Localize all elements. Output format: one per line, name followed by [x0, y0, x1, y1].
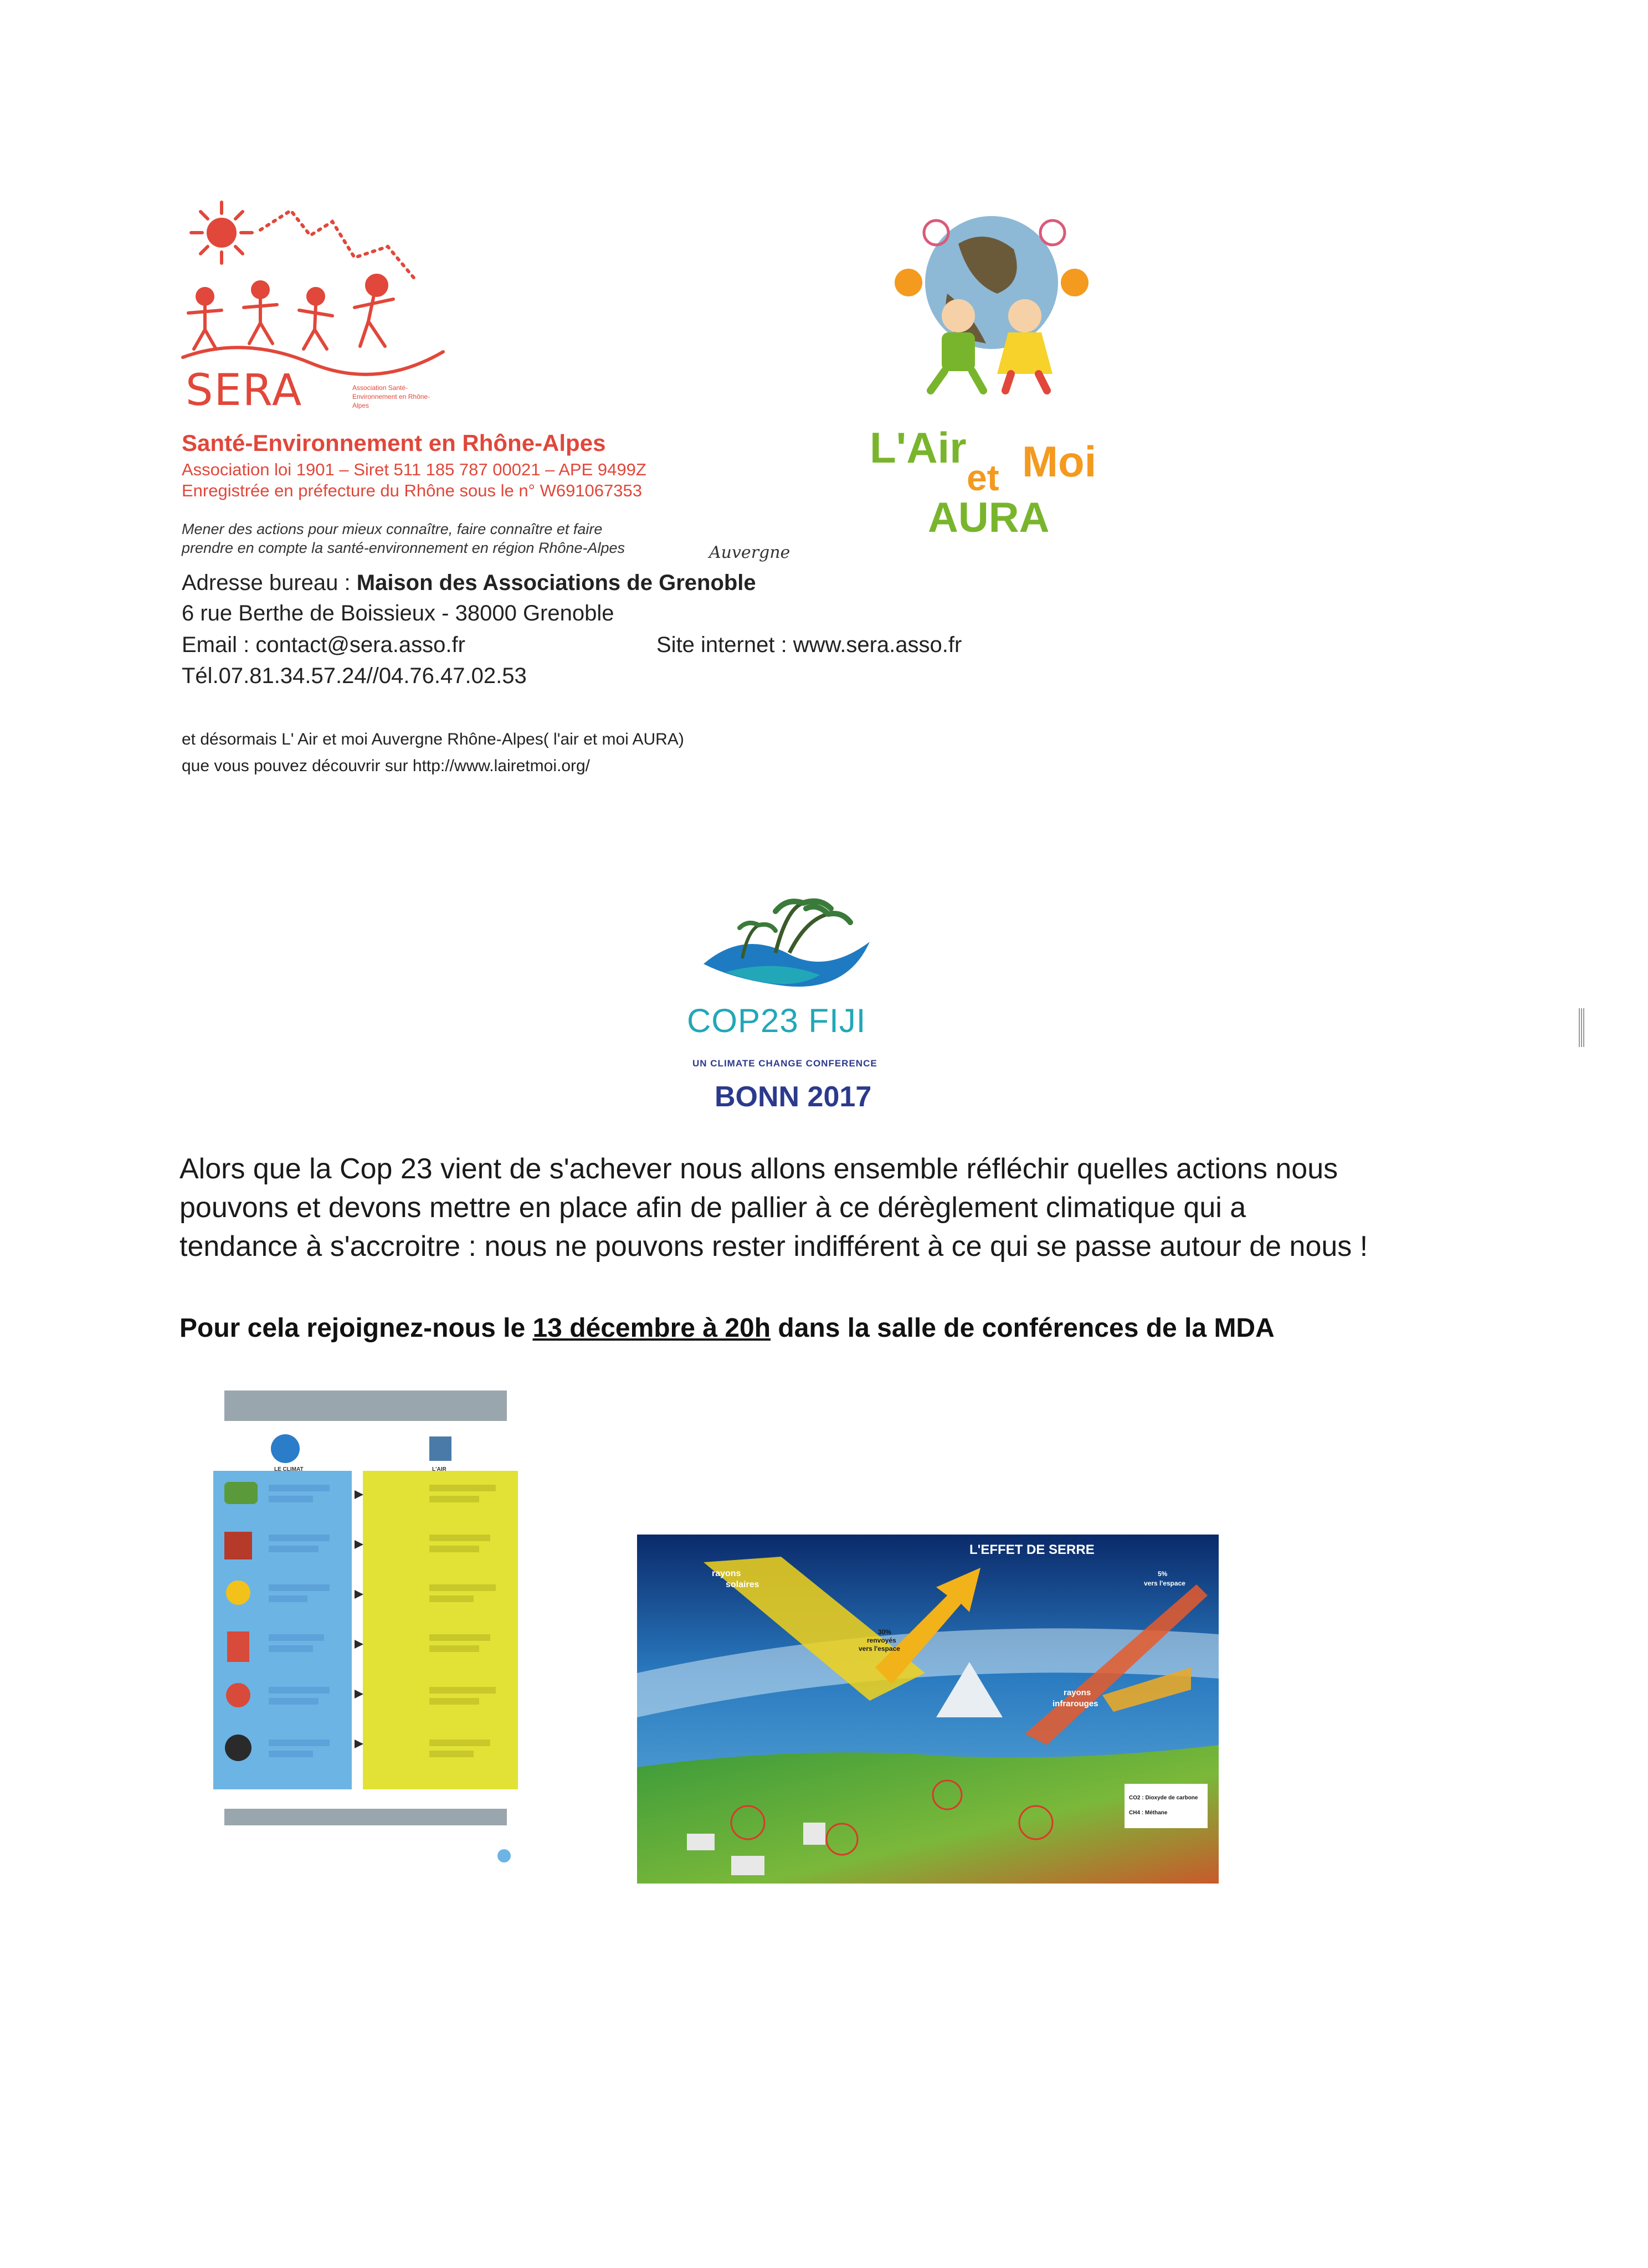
note-line-2[interactable]: que vous pouvez découvrir sur http://www.lairetmoi.org/	[182, 757, 591, 775]
cop23-logo	[692, 897, 881, 1008]
event-announcement	[179, 1313, 1275, 1343]
intro-paragraph	[179, 1150, 1454, 1266]
address-label: Adresse bureau :	[182, 571, 357, 595]
org-registration-line: Enregistrée en préfecture du Rhône sous le n° W691067353	[182, 481, 642, 500]
org-mission	[182, 520, 736, 557]
website-link[interactable]: Site internet : www.sera.asso.fr	[656, 633, 962, 657]
greenhouse-effect-image	[637, 1535, 1219, 1884]
serre-label-5: 5%	[1158, 1570, 1168, 1578]
mission-extra: Auvergne	[709, 543, 790, 562]
note-line-1: et désormais L' Air et moi Auvergne Rhône-Alpes( l'air et moi AURA)	[182, 730, 684, 748]
serre-label-30: 30%	[878, 1628, 892, 1636]
email-link[interactable]: Email : contact@sera.asso.fr	[182, 633, 465, 657]
address-place: Maison des Associations de Grenoble	[356, 571, 756, 595]
address-street: 6 rue Berthe de Boissieux - 38000 Grenoble	[182, 601, 614, 625]
globe-icon	[271, 1434, 300, 1463]
org-legal-line: Association loi 1901 – Siret 511 185 787 00021 – APE 9499Z	[182, 460, 646, 479]
serre-title: L'EFFET DE SERRE	[969, 1542, 1095, 1557]
cop23-place: BONN 2017	[715, 1081, 872, 1113]
mission-line-1: Mener des actions pour mieux connaître, faire connaître et faire	[182, 521, 603, 537]
event-prefix: Pour cela rejoignez-nous le	[179, 1313, 533, 1343]
paragraph-line-2: pouvons et devons mettre en place afin de pallier à ce dérèglement climatique qui a	[179, 1192, 1246, 1224]
lairetmoi-word-et: et	[967, 457, 999, 498]
serre-label-vers: vers l'espace	[859, 1645, 900, 1653]
phone-numbers: Tél.07.81.34.57.24//04.76.47.02.53	[182, 664, 527, 688]
org-title: Santé-Environnement en Rhône-Alpes	[182, 430, 606, 456]
serre-label-rayons: rayons	[712, 1569, 741, 1578]
serre-label-infra1: rayons	[1064, 1688, 1091, 1697]
lairetmoi-logo	[875, 199, 1108, 399]
lairetmoi-word-aura: AURA	[928, 494, 1050, 541]
infographic-col-climat: LE CLIMAT	[274, 1466, 304, 1472]
cop23-subtitle: UN CLIMATE CHANGE CONFERENCE	[692, 1058, 877, 1069]
climate-infographic	[197, 1360, 535, 1870]
infographic-col-air: L'AIR	[432, 1466, 446, 1472]
event-suffix: dans la salle de conférences de la MDA	[771, 1313, 1275, 1343]
serre-label-infra2: infrarouges	[1053, 1699, 1098, 1708]
paragraph-line-1: Alors que la Cop 23 vient de s'achever nous allons ensemble réfléchir quelles actions nous	[179, 1153, 1338, 1185]
serre-label-ch4: CH4 : Méthane	[1129, 1810, 1168, 1816]
scan-artifact	[1579, 1008, 1584, 1047]
serre-label-espace: vers l'espace	[1144, 1579, 1185, 1587]
mission-line-2: prendre en compte la santé-environnement en région Rhône-Alpes	[182, 540, 625, 556]
serre-label-co2: CO2 : Dioxyde de carbone	[1129, 1795, 1198, 1801]
building-icon	[429, 1436, 451, 1461]
paragraph-line-3: tendance à s'accroitre : nous ne pouvons rester indifférent à ce qui se passe autour de nous !	[179, 1230, 1368, 1263]
lairetmoi-wordmark	[864, 421, 1119, 548]
lairetmoi-word-moi: Moi	[1022, 437, 1097, 486]
event-date: 13 décembre à 20h	[532, 1313, 771, 1343]
address-line	[182, 571, 756, 596]
sera-logo-subtitle: Association Santé-Environnement en Rhône-Alpes	[352, 384, 430, 409]
cop23-title: COP23 FIJI	[687, 1002, 866, 1039]
lairetmoi-word-air: L'Air	[870, 423, 967, 472]
sera-logo-name: SERA	[186, 366, 303, 415]
serre-label-solaires: solaires	[726, 1580, 759, 1589]
serre-label-renvoyes: renvoyés	[867, 1636, 896, 1644]
